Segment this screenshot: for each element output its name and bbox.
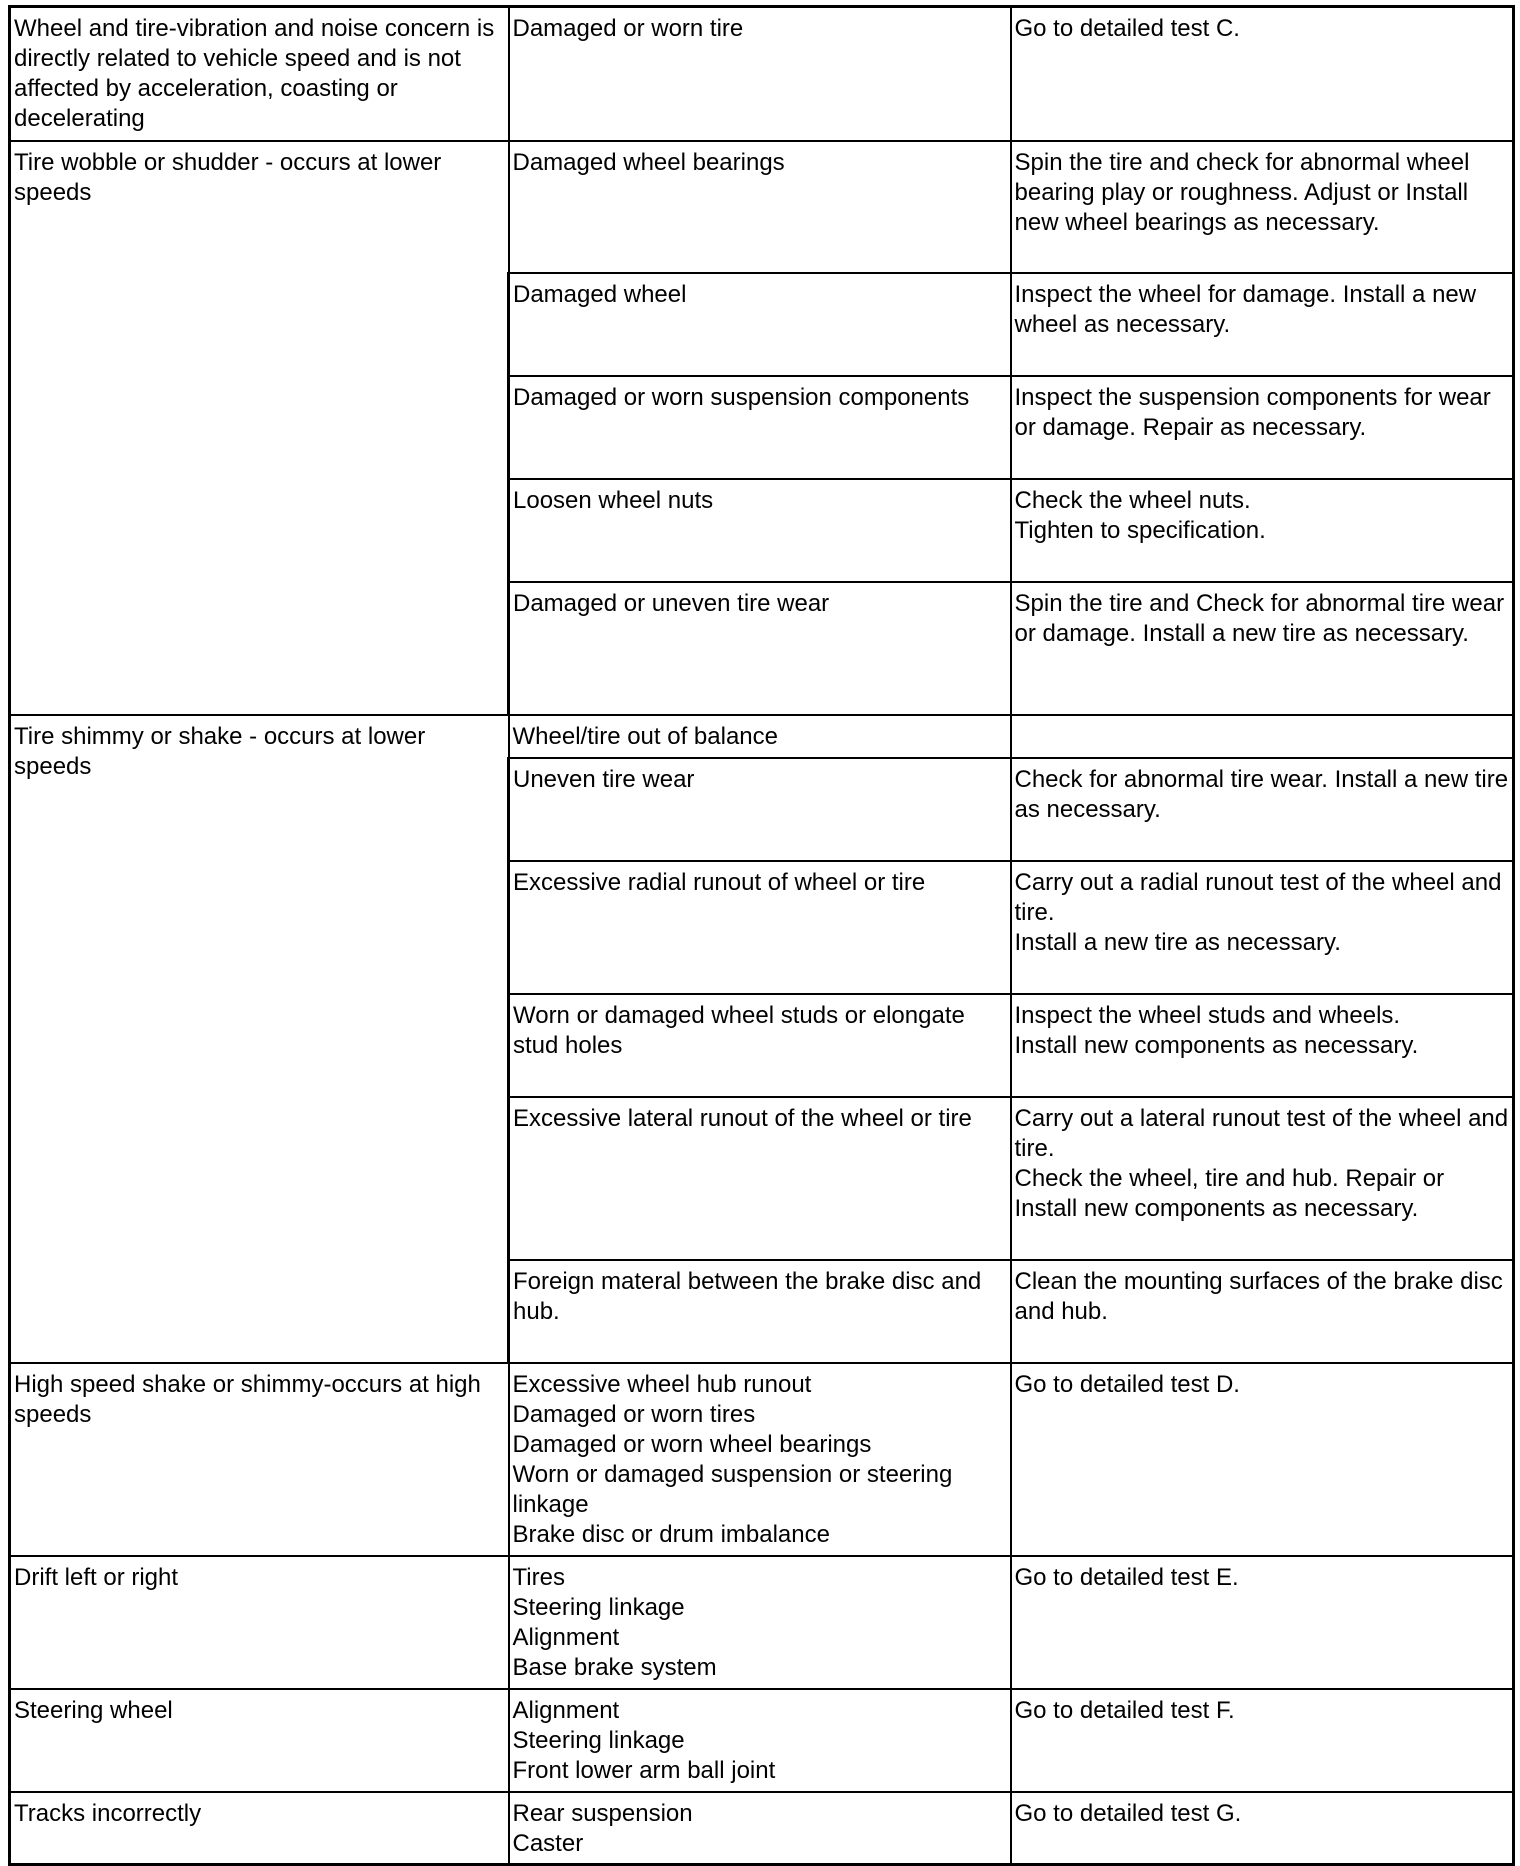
cause-cell: Wheel/tire out of balance	[509, 715, 1011, 758]
action-cell: Go to detailed test F.	[1011, 1689, 1514, 1792]
cause-cell: Excessive wheel hub runout Damaged or worn tires Damaged or worn wheel bearings Worn or damaged suspension or steering linkage Brake disc or drum imbalance	[509, 1363, 1011, 1556]
table-row	[10, 1556, 1514, 1689]
table-row	[10, 1792, 1514, 1865]
table-row	[10, 1363, 1514, 1556]
symptom-cell: High speed shake or shimmy-occurs at high speeds	[10, 1363, 509, 1556]
cause-cell: Damaged wheel bearings	[509, 141, 1011, 273]
action-cell: Inspect the wheel studs and wheels. Install new components as necessary.	[1011, 994, 1514, 1097]
cause-cell: Damaged or uneven tire wear	[509, 582, 1011, 715]
cause-cell: Tires Steering linkage Alignment Base brake system	[509, 1556, 1011, 1689]
action-cell: Spin the tire and check for abnormal wheel bearing play or roughness. Adjust or Install new wheel bearings as necessary.	[1011, 141, 1514, 273]
symptom-cell: Drift left or right	[10, 1556, 509, 1689]
cause-cell: Loosen wheel nuts	[509, 479, 1011, 582]
cause-cell: Worn or damaged wheel studs or elongate stud holes	[509, 994, 1011, 1097]
symptom-cell: Wheel and tire-vibration and noise concern is directly related to vehicle speed and is not affected by acceleration, coasting or decelerating	[10, 7, 509, 141]
action-cell: Go to detailed test C.	[1011, 7, 1514, 141]
action-cell: Carry out a lateral runout test of the wheel and tire. Check the wheel, tire and hub. Repair or Install new components as necessary.	[1011, 1097, 1514, 1260]
symptom-cell: Tire shimmy or shake - occurs at lower speeds	[10, 715, 509, 1363]
cause-cell: Damaged or worn tire	[509, 7, 1011, 141]
symptom-cell: Steering wheel	[10, 1689, 509, 1792]
cause-cell: Alignment Steering linkage Front lower arm ball joint	[509, 1689, 1011, 1792]
action-cell: Carry out a radial runout test of the wheel and tire. Install a new tire as necessary.	[1011, 861, 1514, 994]
cause-cell: Uneven tire wear	[509, 758, 1011, 861]
cause-cell: Excessive radial runout of wheel or tire	[509, 861, 1011, 994]
cause-cell: Damaged wheel	[509, 273, 1011, 376]
action-cell: Check the wheel nuts. Tighten to specification.	[1011, 479, 1514, 582]
cause-cell: Damaged or worn suspension components	[509, 376, 1011, 479]
cause-cell: Excessive lateral runout of the wheel or tire	[509, 1097, 1011, 1260]
table-row	[10, 715, 1514, 758]
symptom-cell: Tracks incorrectly	[10, 1792, 509, 1865]
table-row	[10, 1689, 1514, 1792]
action-cell	[1011, 715, 1514, 758]
cause-cell: Foreign materal between the brake disc and hub.	[509, 1260, 1011, 1363]
action-cell: Go to detailed test E.	[1011, 1556, 1514, 1689]
action-cell: Go to detailed test G.	[1011, 1792, 1514, 1865]
cause-cell: Rear suspension Caster	[509, 1792, 1011, 1865]
action-cell: Spin the tire and Check for abnormal tire wear or damage. Install a new tire as necessary.	[1011, 582, 1514, 715]
action-cell: Go to detailed test D.	[1011, 1363, 1514, 1556]
action-cell: Clean the mounting surfaces of the brake disc and hub.	[1011, 1260, 1514, 1363]
symptom-cell: Tire wobble or shudder - occurs at lower speeds	[10, 141, 509, 715]
action-cell: Check for abnormal tire wear. Install a new tire as necessary.	[1011, 758, 1514, 861]
table-row	[10, 141, 1514, 273]
action-cell: Inspect the wheel for damage. Install a new wheel as necessary.	[1011, 273, 1514, 376]
action-cell: Inspect the suspension components for wear or damage. Repair as necessary.	[1011, 376, 1514, 479]
diagnosis-table	[8, 5, 1515, 1866]
table-row	[10, 7, 1514, 141]
